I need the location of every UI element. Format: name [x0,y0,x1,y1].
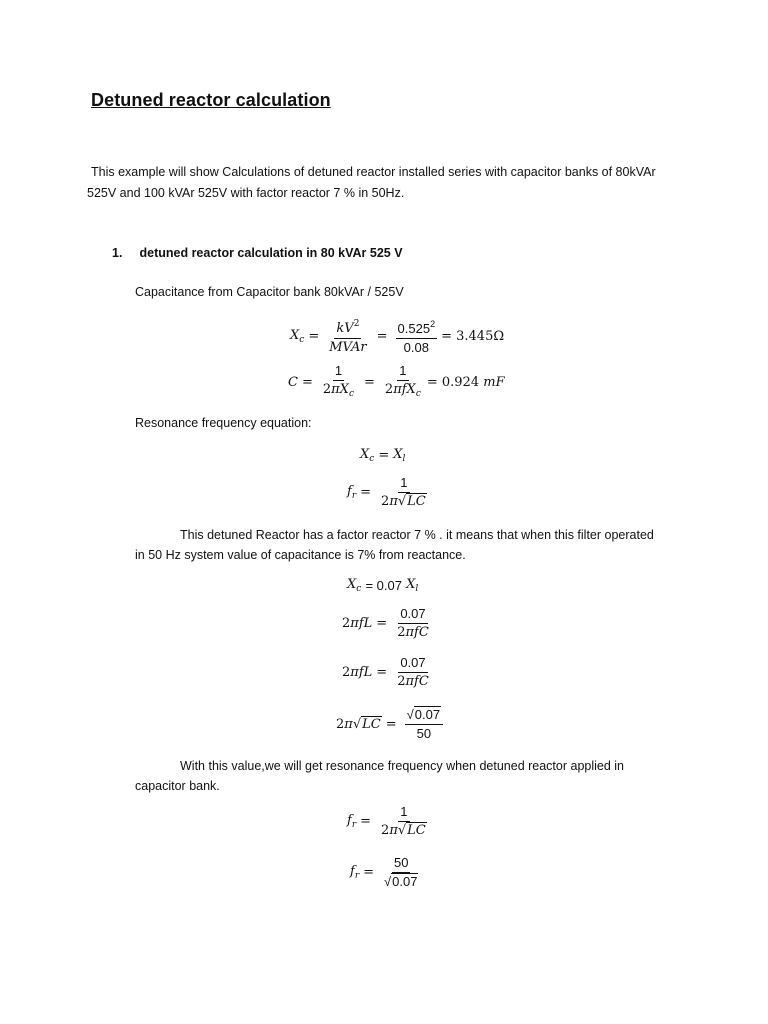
intro-paragraph [87,162,681,204]
section-heading-text: detuned reactor calculation in 80 kVAr 525 V [139,246,403,260]
equation-2pifl-2: 2πfL = $\frac{0.07}{\text{2πfC}}$ [342,655,429,689]
section-heading [112,246,403,260]
equation-reactance: $X_c$ = $\frac{kV^2}{\text{MVAr}}$ = $\frac{0.525^2}{0.08}$ = 3.445Ω [290,316,504,356]
factor-line-1: This detuned Reactor has a factor reactor 7 % . it means that when this filter operated [180,528,654,542]
section-number: 1. [112,246,123,260]
equation-capacitance: C = $\frac{1}{2\pi X_c}$ = $\frac{1}{2\pi fX_c}$ = 0.924 mF [288,363,505,399]
intro-line-1: This example will show Calculations of detuned reactor installed series with capacitor banks of 80kVAr [91,165,656,179]
equation-2pi-sqrt-lc: 2π√LC = $\frac{√0.07}{50}$ [336,707,447,742]
value-line-2: capacitor bank. [135,779,220,793]
capacitance-label: Capacitance from Capacitor bank 80kVAr / 525V [135,285,404,299]
equation-xc-factor: $X_c$ = 0.07 $X_l$ [347,577,419,594]
page-title: Detuned reactor calculation [91,90,331,110]
equation-reactance-result: = 3.445Ω [441,328,505,344]
equation-2pifl-1: 2πfL = $\frac{0.07}{\text{2πfC}}$ [342,606,429,640]
fraction-values: $\frac{0.525^2}{0.08}$ [396,316,438,356]
intro-line-2: 525V and 100 kVAr 525V with factor reactor 7 % in 50Hz. [87,186,405,200]
factor-line-2: in 50 Hz system value of capacitance is 7% from reactance. [135,548,466,562]
equation-xc-xl: $X_c$ = $X_l$ [360,447,406,464]
fraction-kv-mvar: $\frac{kV^2}{\text{MVAr}}$ [327,316,368,356]
equation-resonance-value: $f_r$ = $\frac{50}{√0.07}$ [350,855,418,889]
factor-paragraph [135,525,695,565]
resonance-label: Resonance frequency equation: [135,416,312,430]
value-paragraph [135,756,695,796]
equation-resonance: $f_r$ = $\frac{1}{2\pi√LC}$ [347,475,426,509]
equation-resonance-2: $f_r$ = $\frac{1}{2\pi√LC}$ [347,804,426,838]
value-line-1: With this value,we will get resonance frequency when detuned reactor applied in [180,759,625,773]
